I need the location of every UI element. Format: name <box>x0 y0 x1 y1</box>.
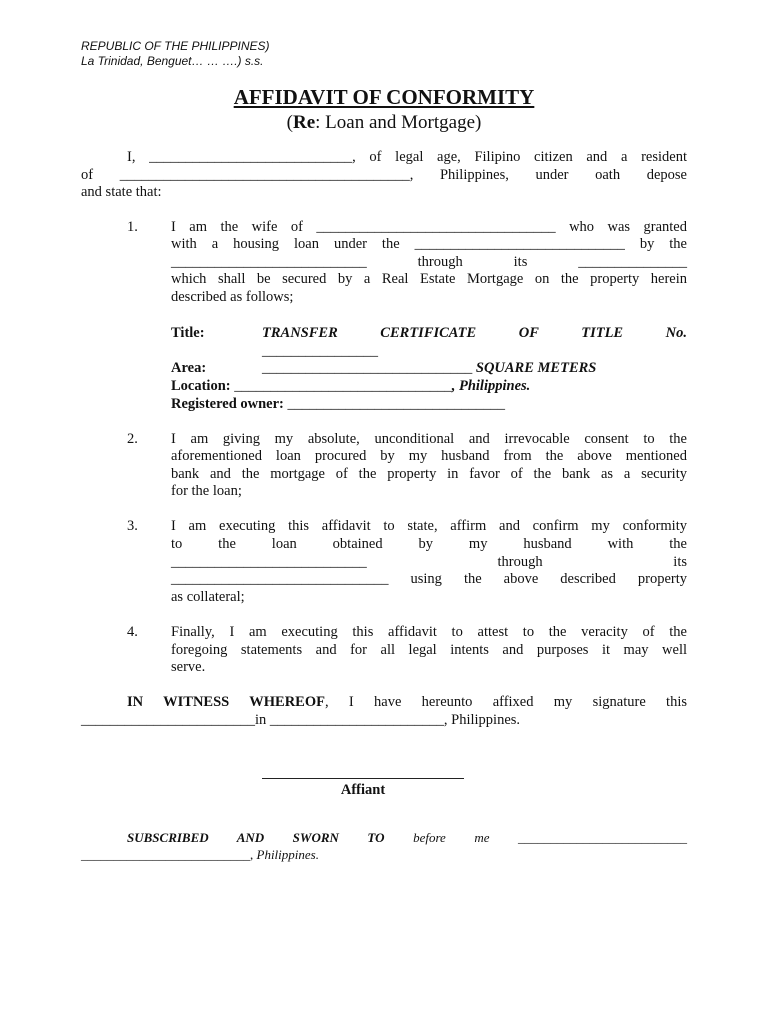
item-number: 2. <box>127 431 138 447</box>
jurat-line-1: SUBSCRIBED AND SWORN TO before me __________________________ <box>127 830 688 845</box>
item-number: 3. <box>127 518 138 534</box>
jurat-line-2: __________________________, Philippines. <box>81 847 319 862</box>
item-2-line: for the loan; <box>171 483 242 499</box>
item-number: 4. <box>127 624 138 640</box>
item-3-line: to the loan obtained by my husband with the <box>171 536 687 552</box>
document-title: AFFIDAVIT OF CONFORMITY <box>233 85 535 109</box>
item-3-line: ______________________________ using the above described property <box>171 571 687 587</box>
item-1-line: I am the wife of _________________________________ who was granted <box>171 219 687 235</box>
property-title-blank: ________________ <box>262 343 378 359</box>
signature-line <box>262 778 464 779</box>
property-owner-row: Registered owner: ______________________________ <box>171 396 506 412</box>
property-title-value: TRANSFER CERTIFICATE OF TITLE No. <box>262 325 687 341</box>
item-1-line: which shall be secured by a Real Estate Mortgage on the property herein <box>171 271 687 287</box>
document-subtitle: (Re: Loan and Mortgage) <box>286 112 482 133</box>
venue-line-town: La Trinidad, Benguet… … ….) s.s. <box>81 54 264 68</box>
venue-line-republic: REPUBLIC OF THE PHILIPPINES) <box>81 39 270 53</box>
item-3-line: ___________________________ through its <box>171 554 687 570</box>
property-title-label: Title: <box>171 325 205 341</box>
item-3-line: I am executing this affidavit to state, affirm and confirm my conformity <box>171 518 687 534</box>
property-area-row: _____________________________ SQUARE METERS <box>262 360 597 376</box>
property-area-label: Area: <box>171 360 207 376</box>
property-location-row: Location: ______________________________, Philippines. <box>171 378 531 394</box>
intro-line-2: of ________________________________________, Philippines, under oath depose <box>81 167 687 183</box>
item-2-line: I am giving my absolute, unconditional and irrevocable consent to the <box>171 431 687 447</box>
item-4-line: serve. <box>171 659 206 675</box>
affiant-label: Affiant <box>340 782 386 798</box>
intro-line-3: and state that: <box>81 184 162 200</box>
witness-line-1: IN WITNESS WHEREOF, I have hereunto affixed my signature this <box>127 694 687 710</box>
item-2-line: aforementioned loan procured by my husband from the above mentioned <box>171 448 687 464</box>
item-4-line: foregoing statements and for all legal intents and purposes it may well <box>171 642 687 658</box>
witness-line-2: ________________________in ________________________, Philippines. <box>81 712 521 728</box>
item-number: 1. <box>127 219 138 235</box>
item-1-line: with a housing loan under the _____________________________ by the <box>171 236 687 252</box>
intro-line-1: I, ____________________________, of legal age, Filipino citizen and a resident <box>127 149 687 165</box>
venue-block <box>81 39 270 69</box>
item-3-line: as collateral; <box>171 589 245 605</box>
item-1-line: ___________________________ through its _______________ <box>171 254 687 270</box>
item-1-line: described as follows; <box>171 289 294 305</box>
item-4-line: Finally, I am executing this affidavit to attest to the veracity of the <box>171 624 687 640</box>
item-2-line: bank and the mortgage of the property in favor of the bank as a security <box>171 466 687 482</box>
